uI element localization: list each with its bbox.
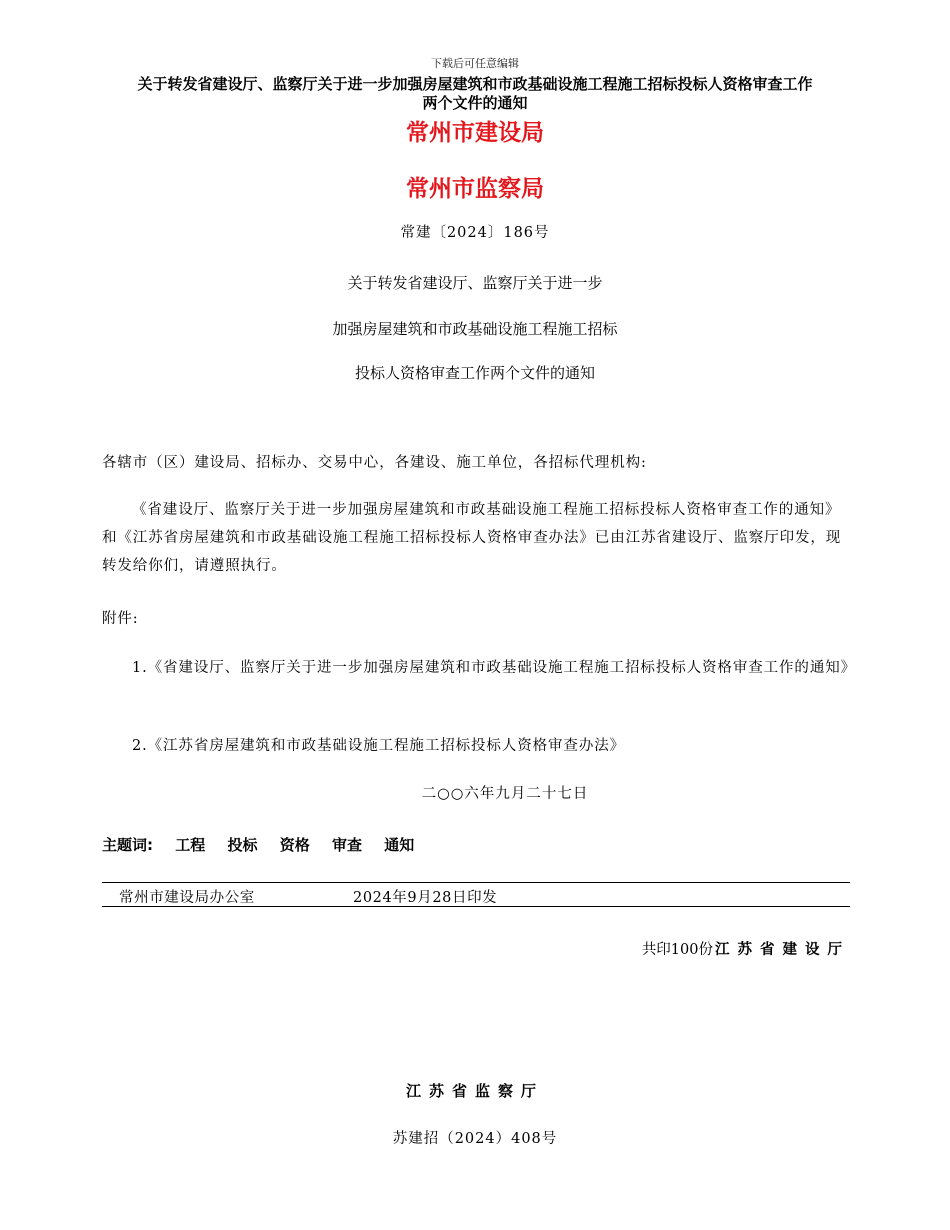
subject-line-1: 关于转发省建设厅、监察厅关于进一步 bbox=[347, 274, 603, 292]
attachment-item-2: 2.《江苏省房屋建筑和市政基础设施工程施工招标投标人资格审查办法》 bbox=[132, 738, 626, 754]
keyword-term: 审查 bbox=[331, 836, 362, 854]
keywords-label: 主题词: bbox=[102, 836, 153, 854]
keyword-term: 投标 bbox=[227, 836, 258, 854]
subject-line-2: 加强房屋建筑和市政基础设施工程施工招标 bbox=[332, 320, 618, 338]
department-name: 江苏省建设厅 bbox=[715, 942, 850, 958]
addressee: 各辖市（区）建设局、招标办、交易中心，各建设、施工单位，各招标代理机构: bbox=[102, 455, 647, 471]
keywords-row bbox=[102, 834, 431, 855]
divider-top bbox=[102, 882, 850, 883]
watermark-note: 下载后可任意编辑 bbox=[431, 57, 519, 70]
document-title-line-1: 关于转发省建设厅、监察厅关于进一步加强房屋建筑和市政基础设施工程施工招标投标人资格审查工作 bbox=[137, 75, 813, 93]
attachment-item-1: 1.《省建设厅、监察厅关于进一步加强房屋建筑和市政基础设施工程施工招标投标人资格审查工作的通知》 bbox=[132, 660, 857, 676]
keyword-term: 工程 bbox=[175, 836, 206, 854]
keyword-term: 资格 bbox=[279, 836, 310, 854]
document-title-line-2: 两个文件的通知 bbox=[422, 94, 528, 112]
main-paragraph: 《省建设厅、监察厅关于进一步加强房屋建筑和市政基础设施工程施工招标投标人资格审查工作的通知》和《江苏省房屋建筑和市政基础设施工程施工招标投标人资格审查办法》已由江苏省建设厅、监察厅印发，现转发给你们，请遵照执行。 bbox=[102, 502, 842, 574]
attachment-label: 附件: bbox=[102, 611, 139, 627]
print-count-row bbox=[642, 938, 850, 959]
print-count: 共印100份 bbox=[641, 942, 713, 958]
issuing-office: 常州市建设局办公室 bbox=[119, 890, 255, 906]
issuer-org-2: 常州市监察局 bbox=[406, 176, 544, 202]
issue-date: 2024年9月28日印发 bbox=[353, 890, 498, 906]
document-number: 常建〔2024〕186号 bbox=[400, 225, 550, 241]
issuer-org-1: 常州市建设局 bbox=[406, 120, 544, 146]
document-date: 二○○六年九月二十七日 bbox=[421, 786, 589, 802]
keyword-term: 通知 bbox=[384, 836, 415, 854]
subject-line-3: 投标人资格审查工作两个文件的通知 bbox=[354, 364, 595, 382]
divider-bottom bbox=[102, 906, 850, 907]
next-doc-number: 苏建招（2024）408号 bbox=[392, 1131, 558, 1147]
next-doc-issuer: 江苏省监察厅 bbox=[405, 1082, 544, 1100]
